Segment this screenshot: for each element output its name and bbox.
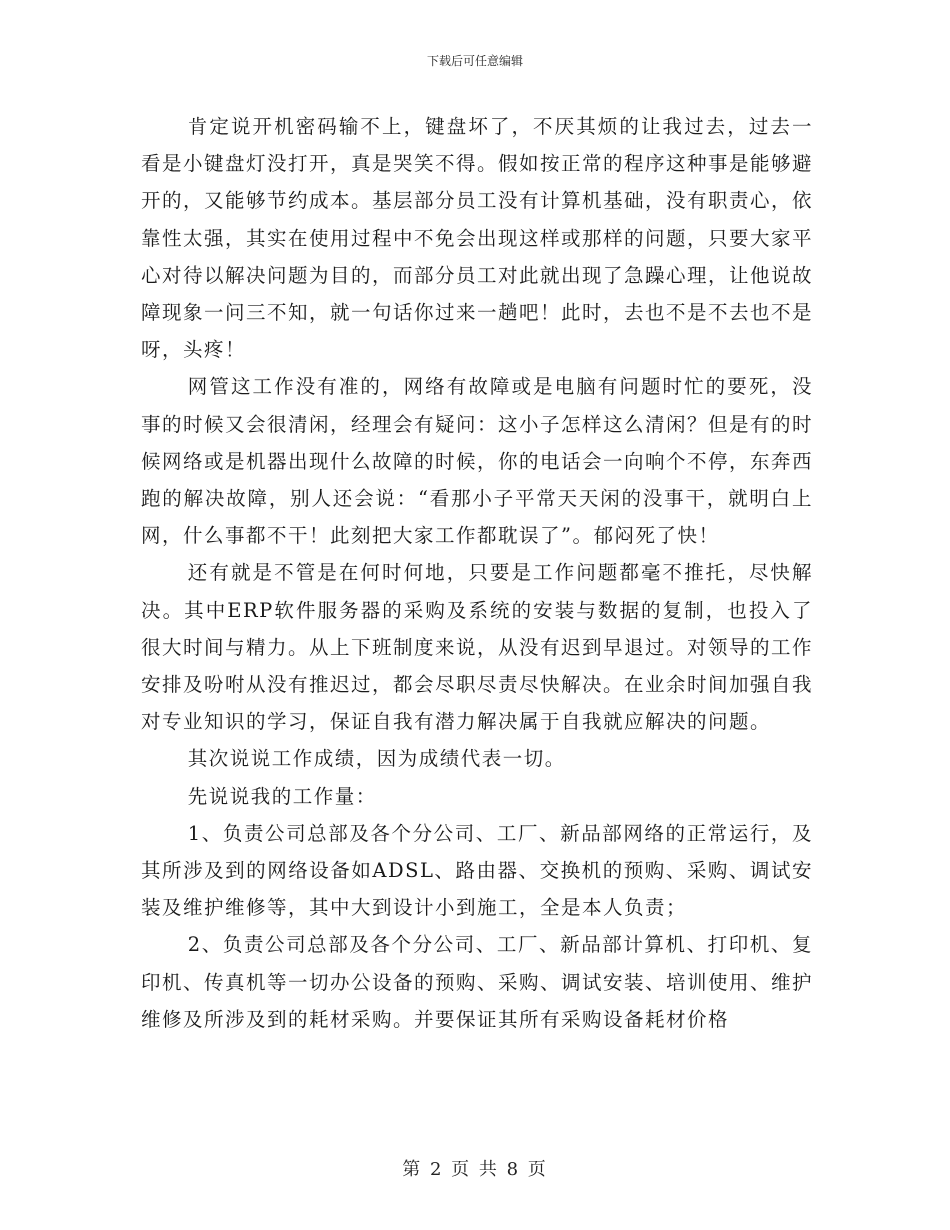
document-body <box>141 108 813 1038</box>
paragraph: 网管这工作没有准的，网络有故障或是电脑有问题时忙的要死，没事的时候又会很清闲，经理会有疑问：这小子怎样这么清闲？但是有的时候网络或是机器出现什么故障的时候，你的电话会一向响个不停，东奔西跑的解决故障，别人还会说：“看那小子平常天天闲的没事干，就明白上网，什么事都不干！此刻把大家工作都耽误了”。郁闷死了快！ <box>141 375 814 548</box>
paragraph: 还有就是不管是在何时何地，只要是工作问题都毫不推托，尽快解决。其中ERP软件服务器的采购及系统的安装与数据的复制，也投入了很大时间与精力。从上下班制度来说，从没有迟到早退过。对领导的工作安排及吩咐从没有推迟过，都会尽职尽责尽快解决。在业余时间加强自我对专业知识的学习，保证自我有潜力解决属于自我就应解决的问题。 <box>141 561 814 734</box>
paragraph: 其次说说工作成绩，因为成绩代表一切。 <box>187 747 566 771</box>
paragraph: 1、负责公司总部及各个分公司、工厂、新品部网络的正常运行，及其所涉及到的网络设备如ADSL、路由器、交换机的预购、采购、调试安装及维护维修等，其中大到设计小到施工，全是本人负责； <box>141 821 813 920</box>
paragraph: 肯定说开机密码输不上，键盘坏了，不厌其烦的让我过去，过去一看是小键盘灯没打开，真是哭笑不得。假如按正常的程序这种事是能够避开的，又能够节约成本。基层部分员工没有计算机基础，没有职责心，依靠性太强，其实在使用过程中不免会出现这样或那样的问题，只要大家平心对待以解决问题为目的，而部分员工对此就出现了急躁心理，让他说故障现象一问三不知，就一句话你过来一趟吧！此时，去也不是不去也不是呀，头疼！ <box>141 115 814 362</box>
page-number: 第 2 页 共 8 页 <box>402 1159 548 1180</box>
paragraph: 先说说我的工作量： <box>187 784 377 808</box>
page-header: 下载后可任意编辑 <box>426 54 523 68</box>
paragraph: 2、负责公司总部及各个分公司、工厂、新品部计算机、打印机、复印机、传真机等一切办公设备的预购、采购、调试安装、培训使用、维护维修及所涉及到的耗材采购。并要保证其所有采购设备耗材价格 <box>141 933 814 1031</box>
